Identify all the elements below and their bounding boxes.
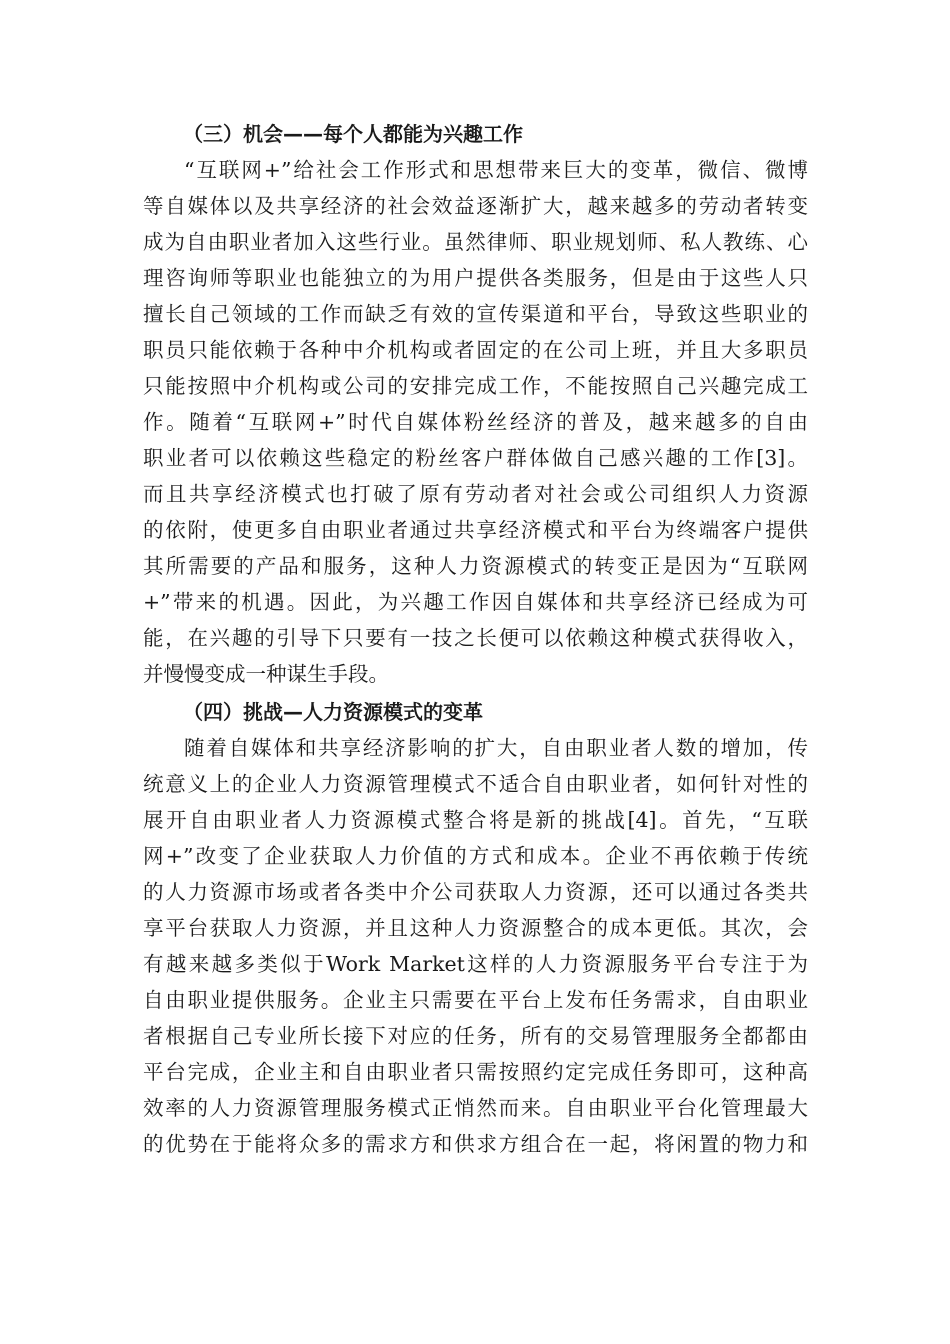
paragraph-challenge	[143, 730, 808, 1162]
text-line: 者根据自己专业所长接下对应的任务，所有的交易管理服务全都都由	[143, 1024, 808, 1048]
text-line: 擅长自己领域的工作而缺乏有效的宣传渠道和平台，导致这些职业的	[143, 302, 808, 326]
text-line: 只能按照中介机构或公司的安排完成工作，不能按照自己兴趣完成工	[143, 374, 808, 398]
text-line: 展开自由职业者人力资源模式整合将是新的挑战[4]。首先，“互联	[143, 808, 808, 832]
text-line: 的优势在于能将众多的需求方和供求方组合在一起，将闲置的物力和	[143, 1132, 808, 1156]
section-heading-challenge: （四）挑战—人力资源模式的变革	[183, 700, 483, 724]
text-line: 职业者可以依赖这些稳定的粉丝客户群体做自己感兴趣的工作[3]。	[143, 446, 808, 470]
text-line: 效率的人力资源管理服务模式正悄然而来。自由职业平台化管理最大	[143, 1096, 808, 1120]
paragraph-opportunity	[143, 152, 808, 692]
text-line: 的依附，使更多自由职业者通过共享经济模式和平台为终端客户提供	[143, 518, 808, 542]
text-line: 统意义上的企业人力资源管理模式不适合自由职业者，如何针对性的	[143, 772, 808, 796]
text-line: 成为自由职业者加入这些行业。虽然律师、职业规划师、私人教练、心	[143, 230, 808, 254]
document-page	[143, 116, 808, 1162]
text-line: 的人力资源市场或者各类中介公司获取人力资源，还可以通过各类共	[143, 880, 808, 904]
text-line: 作。随着“互联网+”时代自媒体粉丝经济的普及，越来越多的自由	[143, 410, 808, 434]
text-line: 有越来越多类似于Work Market这样的人力资源服务平台专注于为	[143, 952, 808, 976]
text-line: “互联网+”给社会工作形式和思想带来巨大的变革，微信、微博	[184, 158, 808, 182]
text-line: 而且共享经济模式也打破了原有劳动者对社会或公司组织人力资源	[143, 482, 808, 506]
section-heading-opportunity: （三）机会——每个人都能为兴趣工作	[183, 122, 523, 146]
text-line: 职员只能依赖于各种中介机构或者固定的在公司上班，并且大多职员	[143, 338, 808, 362]
text-line: 并慢慢变成一种谋生手段。	[143, 662, 389, 686]
text-line: 能，在兴趣的引导下只要有一技之长便可以依赖这种模式获得收入，	[143, 626, 808, 650]
text-line: 自由职业提供服务。企业主只需要在平台上发布任务需求，自由职业	[143, 988, 808, 1012]
text-line: 理咨询师等职业也能独立的为用户提供各类服务，但是由于这些人只	[143, 266, 808, 290]
text-line: 享平台获取人力资源，并且这种人力资源整合的成本更低。其次，会	[143, 916, 808, 940]
text-line: 平台完成，企业主和自由职业者只需按照约定完成任务即可，这种高	[143, 1060, 808, 1084]
text-line: 网+”改变了企业获取人力价值的方式和成本。企业不再依赖于传统	[143, 844, 808, 868]
text-line: 等自媒体以及共享经济的社会效益逐渐扩大，越来越多的劳动者转变	[143, 194, 808, 218]
text-line: 其所需要的产品和服务，这种人力资源模式的转变正是因为“互联网	[143, 554, 808, 578]
text-line: +”带来的机遇。因此，为兴趣工作因自媒体和共享经济已经成为可	[143, 590, 808, 614]
text-line: 随着自媒体和共享经济影响的扩大，自由职业者人数的增加，传	[184, 736, 808, 760]
